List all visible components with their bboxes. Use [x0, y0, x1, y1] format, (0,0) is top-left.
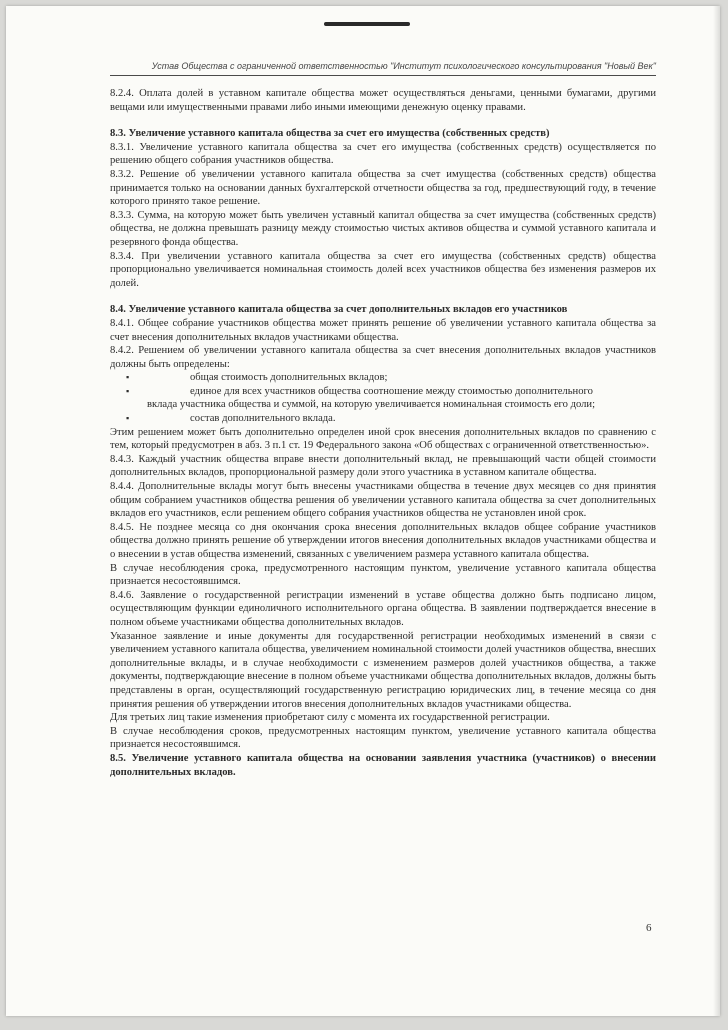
document-body	[110, 87, 656, 779]
scan-artifact	[324, 22, 410, 26]
section-heading-8-5: 8.5. Увеличение уставного капитала общества на основании заявления участника (участников) о внесении дополнительных вкладов.	[110, 752, 656, 778]
clause-8-4-3: 8.4.3. Каждый участник общества вправе внести дополнительный вклад, не превышающий части общей стоимости дополнительных вкладов, пропорциональной размеру доли этого участника в уставном капитале общества.	[110, 453, 656, 479]
clause-8-3-4: 8.3.4. При увеличении уставного капитала общества за счет его имущества (собственных средств) общества пропорционально увеличивается номинальная стоимость долей всех участников общества без изменения размеров их долей.	[110, 250, 656, 289]
clause-8-3-1: 8.3.1. Увеличение уставного капитала общества за счет его имущества (собственных средств) осуществляется по решению общего собрания участников общества.	[110, 141, 656, 167]
document-page	[6, 6, 720, 1016]
list-item: ▪ единое для всех участников общества соотношение между стоимостью дополнительного	[126, 385, 593, 397]
bullet-icon: ▪	[126, 413, 130, 424]
clause-8-3-2: 8.3.2. Решение об увеличении уставного капитала общества за счет имущества (собственных средств) общества принимается только на основании данных бухгалтерской отчетности общества за год, предшествующий году, в течение которого принято такое решение.	[110, 168, 656, 208]
clause-8-4-2-note: Этим решением может быть дополнительно определен иной срок внесения дополнительных вкладов по сравнению с тем, который предусмотрен в абз. 3 п.1 ст. 19 Федерального закона «Об обществах с ограниченной ответственностью».	[110, 426, 656, 452]
requirements-list	[110, 371, 656, 425]
clause-8-4-5-note: В случае несоблюдения срока, предусмотренного настоящим пунктом, увеличение уставного капитала общества признается несостоявшимся.	[110, 562, 656, 588]
clause-8-4-2: 8.4.2. Решением об увеличении уставного капитала общества за счет внесения дополнительных вкладов участников должны быть определены:	[110, 345, 656, 370]
clause-8-4-6-third-parties: Для третьих лиц такие изменения приобретают силу с момента их государственной регистрации.	[110, 712, 550, 724]
list-item-continuation: вклада участника общества и суммой, на которую увеличивается номинальная стоимость его доли;	[147, 399, 596, 411]
section-heading-8-4: 8.4. Увеличение уставного капитала общества за счет дополнительных вкладов его участников	[110, 304, 568, 316]
clause-8-4-5: 8.4.5. Не позднее месяца со дня окончания срока внесения дополнительных вкладов общее собрание участников общества должно принять решение об утверждении итогов внесения дополнительных вкладов участниками общества и о внесении в устав общества изменений, связанных с увеличением размера уставного капитала общества.	[110, 521, 656, 560]
bullet-icon: ▪	[126, 385, 130, 396]
clause-8-2-4: 8.2.4. Оплата долей в уставном капитале общества может осуществляться деньгами, ценными бумагами, другими вещами или имущественными правами либо иными имеющими денежную оценку правами.	[110, 88, 656, 113]
page-edge-shadow	[713, 6, 720, 1016]
list-item: ▪ общая стоимость дополнительных вкладов;	[126, 372, 388, 384]
clause-8-4-4: 8.4.4. Дополнительные вклады могут быть внесены участниками общества в течение двух месяцев со дня принятия общим собранием участников общества решения об увеличении уставного капитала общества за счет дополнительных вкладов его участников, если решением общего собрания участников общества не установлен иной срок.	[110, 481, 656, 520]
clause-8-4-6: 8.4.6. Заявление о государственной регистрации изменений в уставе общества должно быть подписано лицом, осуществляющим функции единоличного исполнительного органа общества. В заявлении подтверждается внесение в полном объеме участниками общества дополнительных вкладов.	[110, 589, 656, 628]
clause-8-4-1: 8.4.1. Общее собрание участников общества может принять решение об увеличении уставного капитала общества за счет внесения дополнительных вкладов участниками общества.	[110, 317, 656, 343]
clause-8-4-6-documents: Указанное заявление и иные документы для государственной регистрации необходимых изменений в связи с увеличением уставного капитала общества, увеличением номинальной стоимости долей участников общества, внесших дополнительные вклады, и в случае необходимости с изменением размеров долей участников общества, а также документы, подтверждающие внесение в полном объеме участниками общества дополнительных вкладов, должны быть представлены в орган, осуществляющий государственную регистрацию юридических лиц, в течение месяца со дня принятия решения об утверждении итогов внесения дополнительных вкладов участниками общества.	[110, 630, 656, 710]
page-number: 6	[646, 922, 652, 934]
list-item: ▪ состав дополнительного вклада.	[126, 413, 336, 425]
clause-8-4-6-failure: В случае несоблюдения сроков, предусмотренных настоящим пунктом, увеличение уставного капитала общества признается несостоявшимся.	[110, 725, 656, 751]
bullet-icon: ▪	[126, 372, 130, 383]
clause-8-3-3: 8.3.3. Сумма, на которую может быть увеличен уставный капитал общества за счет имущества (собственных средств) общества, не должна превышать разницу между стоимостью чистых активов общества и суммой уставного капитала и резервного фонда общества.	[110, 209, 656, 248]
header-rule	[110, 75, 656, 76]
running-header: Устав Общества с ограниченной ответственностью "Институт психологического консультирования "Новый Век"	[151, 61, 656, 71]
section-heading-8-3: 8.3. Увеличение уставного капитала общества за счет его имущества (собственных средств)	[110, 128, 550, 140]
